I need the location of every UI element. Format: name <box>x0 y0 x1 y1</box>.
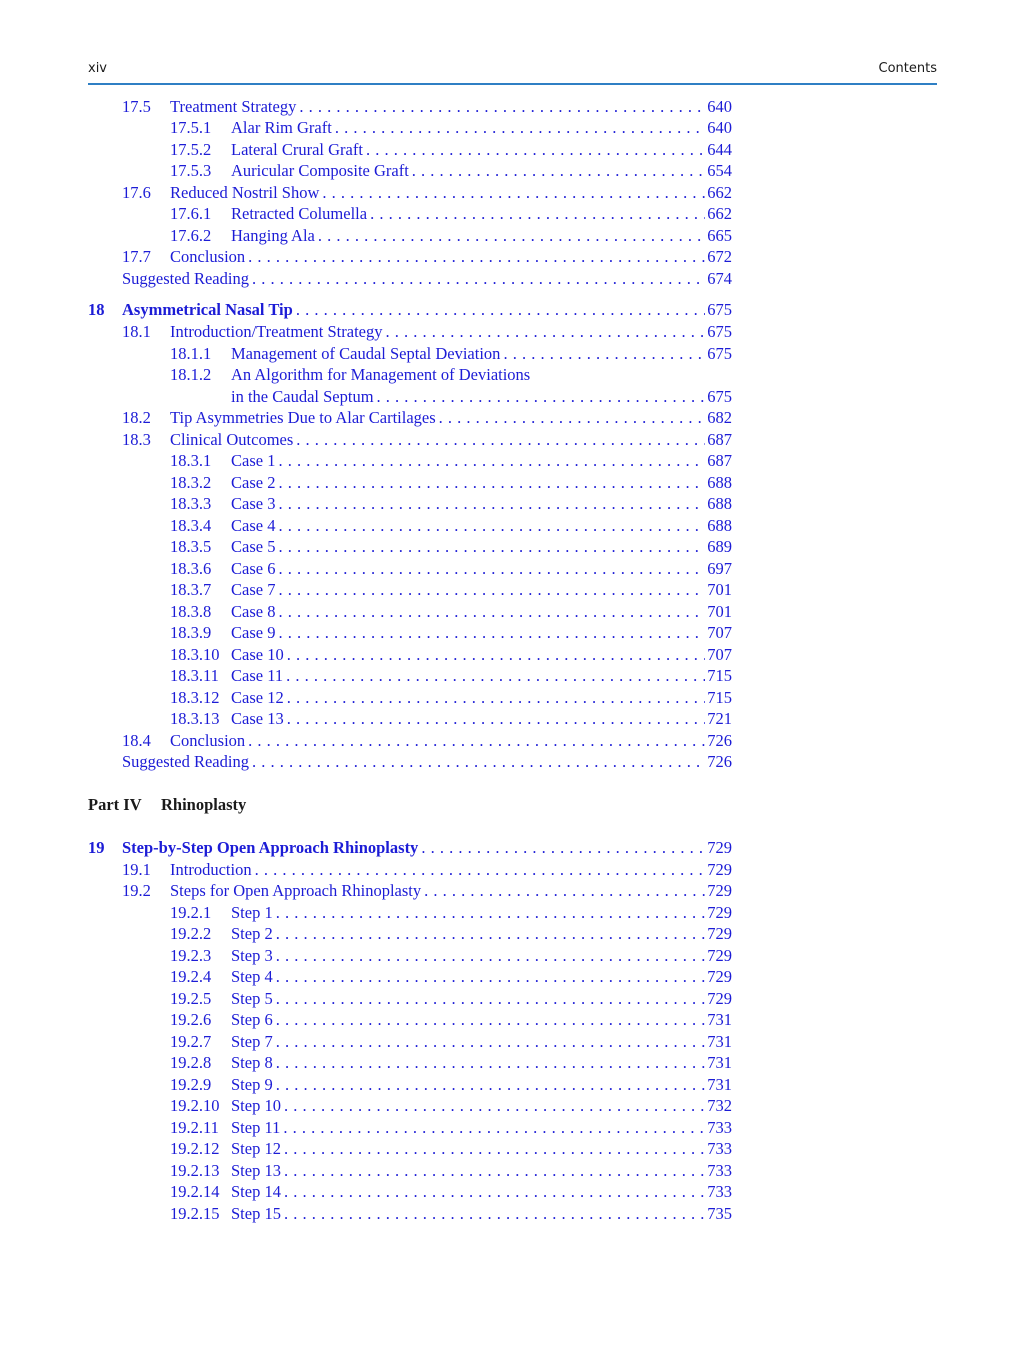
entry-title[interactable]: Step 6 <box>231 1010 273 1029</box>
entry-page[interactable]: 674 <box>707 269 732 288</box>
toc-entry-18-1[interactable] <box>0 321 1024 343</box>
entry-title[interactable]: Conclusion <box>170 247 246 266</box>
entry-page[interactable]: 640 <box>707 97 732 116</box>
entry-title[interactable]: Introduction/Treatment Strategy <box>170 322 383 341</box>
toc-entry-18-3-3[interactable] <box>0 493 1024 515</box>
entry-number: 19.2.7 <box>170 1032 212 1051</box>
entry-page[interactable]: 689 <box>707 537 732 556</box>
dot-leader <box>252 268 705 290</box>
entry-page[interactable]: 707 <box>707 623 732 642</box>
entry-title-continued[interactable]: in the Caudal Septum <box>231 387 374 406</box>
toc-entry-19-2-7[interactable] <box>0 1031 1024 1053</box>
entry-number: 19.2.9 <box>170 1075 212 1094</box>
toc-entry-19-2-15[interactable] <box>0 1203 1024 1225</box>
entry-page[interactable]: 733 <box>707 1182 732 1201</box>
entry-number: 18.1.1 <box>170 344 212 363</box>
dot-leader <box>276 966 706 988</box>
entry-title[interactable]: Management of Caudal Septal Deviation <box>231 344 501 363</box>
entry-number: 18.3.7 <box>170 580 212 599</box>
entry-title[interactable]: Case 12 <box>231 688 284 707</box>
dot-leader <box>296 299 705 321</box>
entry-page[interactable]: 726 <box>707 731 732 750</box>
entry-page[interactable]: 733 <box>707 1161 732 1180</box>
toc-entry-19-2-3[interactable] <box>0 945 1024 967</box>
entry-number: 18.3 <box>122 430 151 449</box>
toc-entry-19-2[interactable] <box>0 880 1024 902</box>
toc-chapter-18[interactable] <box>0 299 1024 321</box>
dot-leader <box>299 96 705 118</box>
dot-leader <box>276 988 706 1010</box>
entry-number: 18.3.9 <box>170 623 212 642</box>
entry-number: 17.6.2 <box>170 226 212 245</box>
entry-number: 17.5.2 <box>170 140 212 159</box>
dot-leader <box>284 1160 705 1182</box>
entry-number: 18.3.2 <box>170 473 212 492</box>
entry-number: 18.3.4 <box>170 516 212 535</box>
entry-number: 19.2.12 <box>170 1139 220 1158</box>
part-title: Rhinoplasty <box>161 795 247 814</box>
chapter-number: 19 <box>88 838 105 857</box>
entry-title[interactable]: Case 5 <box>231 537 276 556</box>
entry-title[interactable]: Step 7 <box>231 1032 273 1051</box>
entry-number: 18.1.2 <box>170 365 212 384</box>
entry-page[interactable]: 675 <box>707 387 732 406</box>
toc-entry-17-5[interactable] <box>0 96 1024 118</box>
entry-number: 19.2.3 <box>170 946 212 965</box>
dot-leader <box>278 601 705 623</box>
toc-entry-18-3-7[interactable] <box>0 579 1024 601</box>
dot-leader <box>284 1095 705 1117</box>
entry-title[interactable]: Treatment Strategy <box>170 97 297 116</box>
dot-leader <box>276 902 706 924</box>
running-head <box>88 58 937 78</box>
entry-page[interactable]: 731 <box>707 1010 732 1029</box>
toc-entry-19-2-4[interactable] <box>0 966 1024 988</box>
entry-title[interactable]: Step 13 <box>231 1161 281 1180</box>
entry-page[interactable]: 675 <box>707 322 732 341</box>
dot-leader <box>278 536 705 558</box>
header-rule <box>88 83 937 85</box>
entry-page[interactable]: 729 <box>707 989 732 1008</box>
dot-leader <box>276 1009 706 1031</box>
toc-entry-18-3-4[interactable] <box>0 515 1024 537</box>
toc-entry-18-3[interactable] <box>0 429 1024 451</box>
toc-entry-18-3-13[interactable] <box>0 708 1024 730</box>
toc-entry-19-2-8[interactable] <box>0 1052 1024 1074</box>
toc-entry-17-6-1[interactable] <box>0 203 1024 225</box>
page-number: xiv <box>88 61 107 76</box>
toc-chapter-19[interactable] <box>0 837 1024 859</box>
entry-title[interactable]: Conclusion <box>170 731 246 750</box>
entry-title[interactable]: Suggested Reading <box>122 752 249 771</box>
dot-leader <box>296 429 705 451</box>
entry-page[interactable]: 715 <box>707 688 732 707</box>
entry-title[interactable]: Step 15 <box>231 1204 281 1223</box>
entry-title[interactable]: Step 12 <box>231 1139 281 1158</box>
entry-number: 18.1 <box>122 322 151 341</box>
entry-number: 18.3.3 <box>170 494 212 513</box>
chapter-title[interactable]: Asymmetrical Nasal Tip <box>122 300 293 319</box>
entry-number: 17.6 <box>122 183 151 202</box>
entry-number: 18.3.5 <box>170 537 212 556</box>
dot-leader <box>366 139 705 161</box>
toc-entry-18-3-1[interactable] <box>0 450 1024 472</box>
chapter-number: 18 <box>88 300 105 319</box>
toc-entry-17-5-1[interactable] <box>0 117 1024 139</box>
entry-title[interactable]: Step 14 <box>231 1182 281 1201</box>
toc-entry-18-3-5[interactable] <box>0 536 1024 558</box>
dot-leader <box>255 859 706 881</box>
entry-page[interactable]: 665 <box>707 226 732 245</box>
entry-title[interactable]: Step 5 <box>231 989 273 1008</box>
entry-number: 18.2 <box>122 408 151 427</box>
entry-page[interactable]: 644 <box>707 140 732 159</box>
dot-leader <box>276 1052 706 1074</box>
entry-number: 19.2.2 <box>170 924 212 943</box>
entry-title[interactable]: Case 4 <box>231 516 276 535</box>
dot-leader <box>276 945 706 967</box>
entry-page[interactable]: 731 <box>707 1053 732 1072</box>
entry-page[interactable]: 726 <box>707 752 732 771</box>
entry-title[interactable]: An Algorithm for Management of Deviations <box>231 365 531 384</box>
entry-title[interactable]: Clinical Outcomes <box>170 430 294 449</box>
entry-page[interactable]: 687 <box>707 451 732 470</box>
toc-entry-19-2-12[interactable] <box>0 1138 1024 1160</box>
entry-number: 19.2.5 <box>170 989 212 1008</box>
toc-entry-17-5-3[interactable] <box>0 160 1024 182</box>
entry-title[interactable]: Step 1 <box>231 903 273 922</box>
dot-leader <box>284 1138 705 1160</box>
entry-title[interactable]: Step 9 <box>231 1075 273 1094</box>
entry-title[interactable]: Case 13 <box>231 709 284 728</box>
entry-title[interactable]: Steps for Open Approach Rhinoplasty <box>170 881 422 900</box>
entry-number: 19.2.10 <box>170 1096 220 1115</box>
dot-leader <box>278 515 705 537</box>
entry-title[interactable]: Case 10 <box>231 645 284 664</box>
entry-number: 18.3.6 <box>170 559 212 578</box>
toc-entry-19-2-1[interactable] <box>0 902 1024 924</box>
entry-number: 19.1 <box>122 860 151 879</box>
toc-entry-19-2-5[interactable] <box>0 988 1024 1010</box>
toc-entry-19-2-10[interactable] <box>0 1095 1024 1117</box>
entry-page[interactable]: 707 <box>707 645 732 664</box>
entry-page[interactable]: 729 <box>707 967 732 986</box>
entry-page[interactable]: 731 <box>707 1075 732 1094</box>
entry-title[interactable]: Alar Rim Graft <box>231 118 332 137</box>
entry-number: 18.3.11 <box>170 666 219 685</box>
entry-page[interactable]: 672 <box>707 247 732 266</box>
dot-leader <box>278 472 705 494</box>
entry-page[interactable]: 729 <box>707 903 732 922</box>
dot-leader <box>439 407 706 429</box>
entry-page[interactable]: 735 <box>707 1204 732 1223</box>
dot-leader <box>284 1181 705 1203</box>
entry-page[interactable]: 640 <box>707 118 732 137</box>
entry-number: 19.2.4 <box>170 967 212 986</box>
toc-entry-18-1-2-continued[interactable] <box>0 386 1024 408</box>
entry-page[interactable]: 733 <box>707 1118 732 1137</box>
entry-number: 19.2.6 <box>170 1010 212 1029</box>
entry-page[interactable]: 688 <box>707 516 732 535</box>
toc-entry-19-2-9[interactable] <box>0 1074 1024 1096</box>
entry-number: 19.2.13 <box>170 1161 220 1180</box>
toc-entry-19-2-13[interactable] <box>0 1160 1024 1182</box>
toc-entry-19-2-14[interactable] <box>0 1181 1024 1203</box>
toc-entry-18-3-11[interactable] <box>0 665 1024 687</box>
entry-title[interactable]: Case 7 <box>231 580 276 599</box>
entry-page[interactable]: 688 <box>707 494 732 513</box>
dot-leader <box>424 880 705 902</box>
dot-leader <box>287 708 706 730</box>
section-title: Contents <box>878 61 937 76</box>
entry-page[interactable]: 697 <box>707 559 732 578</box>
chapter-title[interactable]: Step-by-Step Open Approach Rhinoplasty <box>122 838 419 857</box>
entry-title[interactable]: Step 4 <box>231 967 273 986</box>
entry-page[interactable]: 662 <box>707 183 732 202</box>
entry-number: 18.3.1 <box>170 451 212 470</box>
entry-title[interactable]: Auricular Composite Graft <box>231 161 409 180</box>
dot-leader <box>276 1074 706 1096</box>
entry-page[interactable]: 687 <box>707 430 732 449</box>
dot-leader <box>278 493 705 515</box>
entry-title[interactable]: Case 8 <box>231 602 276 621</box>
entry-title[interactable]: Retracted Columella <box>231 204 368 223</box>
entry-number: 19.2.15 <box>170 1204 220 1223</box>
entry-title[interactable]: Step 3 <box>231 946 273 965</box>
entry-page[interactable]: 729 <box>707 860 732 879</box>
dot-leader <box>287 644 706 666</box>
dot-leader <box>286 665 705 687</box>
entry-number: 19.2.1 <box>170 903 212 922</box>
toc-entry-18-1-2[interactable] <box>0 364 1024 386</box>
entry-number: 17.5.1 <box>170 118 212 137</box>
entry-page[interactable]: 721 <box>707 709 732 728</box>
part-label: Part IV <box>88 795 142 814</box>
entry-title[interactable]: Tip Asymmetries Due to Alar Cartilages <box>170 408 436 427</box>
entry-title[interactable]: Step 10 <box>231 1096 281 1115</box>
toc-entry-18-3-2[interactable] <box>0 472 1024 494</box>
dot-leader <box>248 730 705 752</box>
entry-number: 17.5 <box>122 97 151 116</box>
toc-entry-suggested-reading-18[interactable] <box>0 751 1024 773</box>
entry-page[interactable]: 662 <box>707 204 732 223</box>
toc-entry-17-5-2[interactable] <box>0 139 1024 161</box>
entry-page[interactable]: 729 <box>707 924 732 943</box>
entry-title[interactable]: Introduction <box>170 860 252 879</box>
entry-title[interactable]: Lateral Crural Graft <box>231 140 363 159</box>
entry-page[interactable]: 654 <box>707 161 732 180</box>
entry-title[interactable]: Case 6 <box>231 559 276 578</box>
entry-title[interactable]: Step 11 <box>231 1118 281 1137</box>
entry-number: 19.2.11 <box>170 1118 219 1137</box>
entry-title[interactable]: Hanging Ala <box>231 226 315 245</box>
entry-title[interactable]: Reduced Nostril Show <box>170 183 320 202</box>
entry-page[interactable]: 732 <box>707 1096 732 1115</box>
toc-entry-suggested-reading-17[interactable] <box>0 268 1024 290</box>
entry-number: 18.3.8 <box>170 602 212 621</box>
entry-title[interactable]: Case 11 <box>231 666 284 685</box>
entry-number: 19.2.14 <box>170 1182 220 1201</box>
toc-entry-18-3-12[interactable] <box>0 687 1024 709</box>
entry-title[interactable]: Case 3 <box>231 494 276 513</box>
entry-page[interactable]: 729 <box>707 838 732 857</box>
dot-leader <box>335 117 705 139</box>
dot-leader <box>278 622 705 644</box>
entry-page[interactable]: 729 <box>707 881 732 900</box>
dot-leader <box>278 450 705 472</box>
entry-title[interactable]: Suggested Reading <box>122 269 249 288</box>
dot-leader <box>276 923 706 945</box>
toc-entry-18-1-1[interactable] <box>0 343 1024 365</box>
dot-leader <box>283 1117 705 1139</box>
entry-page[interactable]: 731 <box>707 1032 732 1051</box>
dot-leader <box>276 1031 706 1053</box>
toc-entry-17-6-2[interactable] <box>0 225 1024 247</box>
entry-title[interactable]: Case 2 <box>231 473 276 492</box>
toc-entry-17-6[interactable] <box>0 182 1024 204</box>
entry-title[interactable]: Step 8 <box>231 1053 273 1072</box>
entry-number: 17.7 <box>122 247 151 266</box>
toc-entry-19-2-6[interactable] <box>0 1009 1024 1031</box>
entry-page[interactable]: 715 <box>707 666 732 685</box>
toc-entry-18-3-6[interactable] <box>0 558 1024 580</box>
entry-number: 18.3.10 <box>170 645 220 664</box>
entry-number: 19.2.8 <box>170 1053 212 1072</box>
dot-leader <box>252 751 705 773</box>
entry-number: 19.2 <box>122 881 151 900</box>
dot-leader <box>284 1203 705 1225</box>
toc-entry-19-2-2[interactable] <box>0 923 1024 945</box>
entry-number: 18.4 <box>122 731 151 750</box>
toc-entry-18-3-9[interactable] <box>0 622 1024 644</box>
entry-number: 18.3.13 <box>170 709 220 728</box>
entry-number: 18.3.12 <box>170 688 220 707</box>
toc-entry-18-3-10[interactable] <box>0 644 1024 666</box>
toc-entry-18-3-8[interactable] <box>0 601 1024 623</box>
entry-page[interactable]: 675 <box>707 300 732 319</box>
entry-title[interactable]: Case 1 <box>231 451 276 470</box>
dot-leader <box>377 386 706 408</box>
dot-leader <box>278 579 705 601</box>
dot-leader <box>385 321 705 343</box>
dot-leader <box>503 343 705 365</box>
toc-entry-17-7[interactable] <box>0 246 1024 268</box>
entry-title[interactable]: Case 9 <box>231 623 276 642</box>
toc-entry-18-2[interactable] <box>0 407 1024 429</box>
dot-leader <box>322 182 705 204</box>
entry-page[interactable]: 701 <box>707 580 732 599</box>
entry-page[interactable]: 688 <box>707 473 732 492</box>
dot-leader <box>248 246 705 268</box>
entry-page[interactable]: 675 <box>707 344 732 363</box>
toc-entry-19-1[interactable] <box>0 859 1024 881</box>
toc-entry-19-2-11[interactable] <box>0 1117 1024 1139</box>
entry-title[interactable]: Step 2 <box>231 924 273 943</box>
entry-page[interactable]: 682 <box>707 408 732 427</box>
entry-page[interactable]: 733 <box>707 1139 732 1158</box>
dot-leader <box>287 687 706 709</box>
entry-number: 17.6.1 <box>170 204 212 223</box>
dot-leader <box>412 160 705 182</box>
entry-page[interactable]: 729 <box>707 946 732 965</box>
dot-leader <box>370 203 705 225</box>
dot-leader <box>421 837 705 859</box>
toc-entry-18-4[interactable] <box>0 730 1024 752</box>
entry-number: 17.5.3 <box>170 161 212 180</box>
dot-leader <box>278 558 705 580</box>
dot-leader <box>318 225 705 247</box>
entry-page[interactable]: 701 <box>707 602 732 621</box>
